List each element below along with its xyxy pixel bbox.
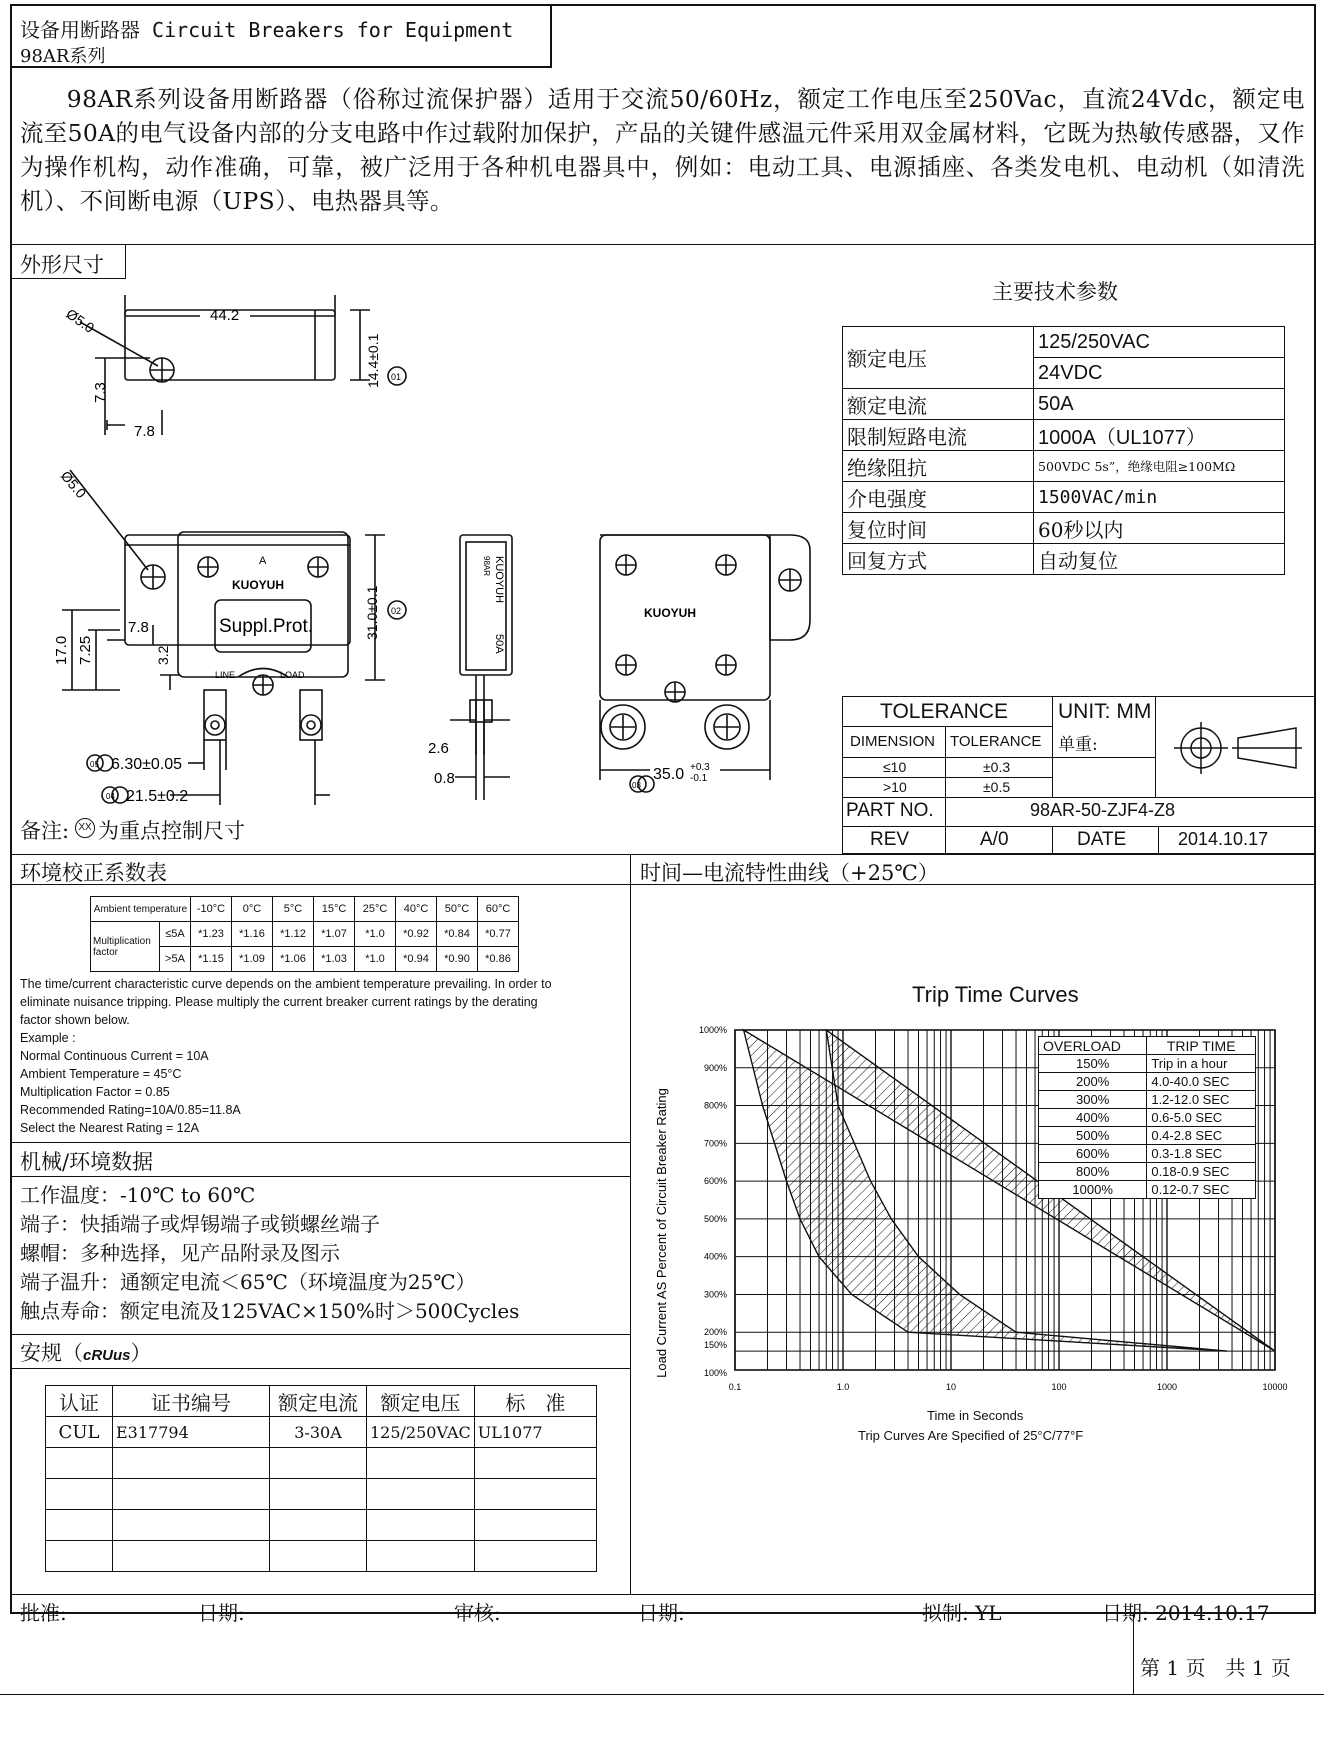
suppl-prot: Suppl.Prot. xyxy=(219,616,313,637)
spec-value-reset-mode: 自动复位 xyxy=(1034,544,1285,575)
env-mult-label: Multiplication factor xyxy=(91,922,160,972)
y-tick-label: 700% xyxy=(703,1138,727,1149)
dim-35: 35.0 xyxy=(653,766,685,783)
tb-rev: A/0 xyxy=(980,829,1009,850)
trip-h0: OVERLOAD xyxy=(1039,1037,1147,1055)
footer-date2: 日期: xyxy=(638,1601,685,1625)
x-tick-label: 1000 xyxy=(1156,1382,1178,1392)
safety-title-text: 安规（ xyxy=(20,1341,83,1365)
env-row1-label: ≤5A xyxy=(160,922,191,947)
env-table xyxy=(90,896,519,972)
env-temp-2: 5°C xyxy=(273,897,314,922)
safety-title-end: ） xyxy=(130,1341,152,1365)
mech-line: 工作温度：-10℃ to 60℃ xyxy=(20,1183,256,1207)
side-model: 98AR xyxy=(482,556,491,577)
tb-weight: 单重: xyxy=(1058,735,1098,755)
header-title: 设备用断路器 Circuit Breakers for Equipment xyxy=(20,18,514,42)
footer-review: 审核: xyxy=(454,1601,501,1625)
mech-line: 端子温升：通额定电流＜65℃（环境温度为25℃） xyxy=(20,1270,476,1294)
y-tick-label: 200% xyxy=(703,1327,727,1338)
x-tick-label: 10 xyxy=(945,1382,957,1392)
dim-44-2: 44.2 xyxy=(210,307,240,324)
spec-label-insulation: 绝缘阻抗 xyxy=(843,451,1034,482)
env-temp-6: 50°C xyxy=(437,897,478,922)
trip-time: 4.0-40.0 SEC xyxy=(1147,1073,1256,1091)
mech-line: 端子：快插端子或焊锡端子或锁螺丝端子 xyxy=(20,1212,380,1236)
dim-0-8: 0.8 xyxy=(434,770,455,787)
y-tick-label: 100% xyxy=(703,1368,727,1378)
env-title: 环境校正系数表 xyxy=(20,861,167,885)
safety-title xyxy=(20,1337,152,1367)
dim-2-6: 2.6 xyxy=(428,740,449,757)
column-divider xyxy=(630,854,631,1594)
trip-time: 0.3-1.8 SEC xyxy=(1147,1145,1256,1163)
env-temp-1: 0°C xyxy=(232,897,273,922)
tb-part-number: 98AR-50-ZJF4-Z8 xyxy=(1030,800,1176,820)
tb-r1a: ≤10 xyxy=(883,759,907,775)
env-temp-3: 15°C xyxy=(314,897,355,922)
trip-overload: 400% xyxy=(1039,1109,1147,1127)
dim-3-2: 3.2 xyxy=(155,645,171,665)
env-text xyxy=(20,975,630,1137)
env-r1-0: *1.23 xyxy=(191,922,232,947)
dim-14-4: 14.4±0.1 xyxy=(365,333,381,388)
env-r2-3: *1.03 xyxy=(314,947,355,972)
dim-21-5: 21.5±0.2 xyxy=(126,788,189,805)
trip-h1: TRIP TIME xyxy=(1147,1037,1256,1055)
env-r2-1: *1.09 xyxy=(232,947,273,972)
env-text-line: The time/current characteristic curve depends on the ambient temperature prevailing. In order to xyxy=(20,977,552,991)
brand-back: KUOYUH xyxy=(644,606,697,620)
tb-date: 2014.10.17 xyxy=(1178,829,1269,849)
page-box-bottom xyxy=(0,1694,1324,1695)
env-r1-5: *0.92 xyxy=(396,922,437,947)
dim-7-3: 7.3 xyxy=(92,382,109,403)
intro-divider xyxy=(10,244,1316,245)
brand-front: KUOYUH xyxy=(232,578,285,592)
env-r1-3: *1.07 xyxy=(314,922,355,947)
mech-line: 触点寿命：额定电流及125VAC×150%时＞500Cycles xyxy=(20,1299,520,1323)
env-r1-2: *1.12 xyxy=(273,922,314,947)
page-number: 第 1 页 共 1 页 xyxy=(1140,1656,1291,1680)
y-tick-label: 800% xyxy=(703,1100,727,1111)
dim-7-8-front: 7.8 xyxy=(128,619,149,636)
spec-label-reset-mode: 回复方式 xyxy=(843,544,1034,575)
cert-table xyxy=(45,1385,597,1572)
tb-unit: UNIT: MM xyxy=(1058,700,1152,723)
ul-logo: cRUus xyxy=(83,1347,131,1364)
spec-value-current: 50A xyxy=(1034,389,1285,420)
side-rating: 50A xyxy=(493,634,505,654)
dim-6-30: 6.30±0.05 xyxy=(111,756,183,773)
footer-date1: 日期: xyxy=(198,1601,245,1625)
spec-label-current: 额定电流 xyxy=(843,389,1034,420)
callout-03: 03 xyxy=(632,781,641,790)
env-r2-2: *1.06 xyxy=(273,947,314,972)
chart-title: Trip Time Curves xyxy=(912,982,1079,1007)
tb-dimension: DIMENSION xyxy=(850,733,936,750)
env-text-line: Normal Continuous Current = 10A xyxy=(20,1049,209,1063)
dim-phi5-front: Ø5.0 xyxy=(57,467,90,502)
env-temp-5: 40°C xyxy=(396,897,437,922)
dims-note-text: 为重点控制尺寸 xyxy=(98,819,245,843)
y-tick-label: 1000% xyxy=(698,1025,727,1035)
projection-symbol xyxy=(1156,700,1316,796)
tb-date-label: DATE xyxy=(1077,829,1127,850)
page-box-left xyxy=(1133,1614,1134,1694)
env-r2-5: *0.94 xyxy=(396,947,437,972)
trip-overload: 150% xyxy=(1039,1055,1147,1073)
tb-r1b: ±0.3 xyxy=(983,759,1011,775)
dim-35-tol-dn: -0.1 xyxy=(690,773,708,784)
env-r1-7: *0.77 xyxy=(478,922,519,947)
cert-h2: 额定电流 xyxy=(270,1386,367,1417)
tb-rev-label: REV xyxy=(870,829,910,850)
env-r1-1: *1.16 xyxy=(232,922,273,947)
env-text-line: Select the Nearest Rating = 12A xyxy=(20,1121,199,1135)
y-tick-label: 900% xyxy=(703,1062,727,1073)
env-text-line: Ambient Temperature = 45°C xyxy=(20,1067,182,1081)
tb-part-label: PART NO. xyxy=(846,800,934,821)
spec-value-voltage-ac: 125/250VAC xyxy=(1034,327,1285,358)
intro-paragraph: 98AR系列设备用断路器（俗称过流保护器）适用于交流50/60Hz，额定工作电压至250Vac，直流24Vdc，额定电流至50A的电气设备内部的分支电路中作过载附加保护，产品的关键件感温元件采用双金属材料，它既为热敏传感器，又作为操作机构，动作准确，可靠，被广泛用于各种机电器具中，例如：电动工具、电源插座、各类发电机、电动机（如清洗机）、不间断电源（UPS）、电热器具等。 xyxy=(20,85,1305,215)
label-line: LINE xyxy=(215,670,236,680)
trip-overload: 1000% xyxy=(1039,1181,1147,1199)
chart-note: Trip Curves Are Specified of 25°C/77°F xyxy=(858,1428,1084,1443)
x-tick-label: 0.1 xyxy=(728,1382,742,1392)
footer-approve: 批准: xyxy=(20,1601,67,1625)
cert-cell: 3-30A xyxy=(270,1417,367,1448)
spec-label-dielectric: 介电强度 xyxy=(843,482,1034,513)
dim-17: 17.0 xyxy=(53,635,70,665)
env-r1-6: *0.84 xyxy=(437,922,478,947)
cert-h4: 标 准 xyxy=(474,1386,596,1417)
y-tick-label: 150% xyxy=(703,1340,727,1351)
tb-r2a: >10 xyxy=(883,779,907,795)
dims-note-mark: XX xyxy=(75,818,95,838)
y-tick-label: 300% xyxy=(703,1289,727,1300)
dims-label: 外形尺寸 xyxy=(20,253,104,277)
cert-h1: 证书编号 xyxy=(113,1386,270,1417)
env-text-line: Example : xyxy=(20,1031,76,1045)
y-tick-label: 400% xyxy=(703,1251,727,1262)
label-load: LOAD xyxy=(280,670,305,680)
header-series: 98AR系列 xyxy=(20,46,106,67)
env-r2-6: *0.90 xyxy=(437,947,478,972)
dim-31: 31.0±0.1 xyxy=(364,585,380,640)
dim-phi5-top: Ø5.0 xyxy=(63,305,98,336)
tb-tolerance: TOLERANCE xyxy=(880,700,1008,723)
env-text-line: eliminate nuisance tripping. Please multiply the current breaker current ratings by the derating xyxy=(20,995,538,1009)
label-a: A xyxy=(259,555,267,567)
cert-cell: CUL xyxy=(46,1417,113,1448)
callout-02: 02 xyxy=(391,606,402,616)
callout-05: 05 xyxy=(90,760,99,769)
spec-value-insulation: 500VDC 5s”，绝缘电阻≥100MΩ xyxy=(1034,451,1285,482)
dimension-drawing xyxy=(10,280,840,850)
chart-xlabel: Time in Seconds xyxy=(927,1408,1024,1423)
trip-overload: 300% xyxy=(1039,1091,1147,1109)
cert-cell: 125/250VAC xyxy=(367,1417,475,1448)
x-tick-label: 10000 xyxy=(1262,1382,1288,1392)
env-text-line: Multiplication Factor = 0.85 xyxy=(20,1085,170,1099)
trip-overload: 800% xyxy=(1039,1163,1147,1181)
dim-7-25: 7.25 xyxy=(77,635,94,665)
trip-time: 0.6-5.0 SEC xyxy=(1147,1109,1256,1127)
trip-overload: 600% xyxy=(1039,1145,1147,1163)
env-r1-4: *1.0 xyxy=(355,922,396,947)
env-temp-7: 60°C xyxy=(478,897,519,922)
trip-time: 0.4-2.8 SEC xyxy=(1147,1127,1256,1145)
y-tick-label: 600% xyxy=(703,1176,727,1187)
mech-lines xyxy=(20,1181,519,1326)
env-temp-0: -10°C xyxy=(191,897,232,922)
tb-tolerance-col: TOLERANCE xyxy=(950,733,1042,750)
trip-overload: 200% xyxy=(1039,1073,1147,1091)
spec-label-reset-time: 复位时间 xyxy=(843,513,1034,544)
chart-ylabel: Load Current AS Percent of Circuit Breaker Rating xyxy=(654,1088,669,1378)
spec-value-reset-time: 60秒以内 xyxy=(1034,513,1285,544)
mech-line: 螺帽：多种选择，见产品附录及图示 xyxy=(20,1241,340,1265)
spec-label-shortcircuit: 限制短路电流 xyxy=(843,420,1034,451)
trip-time: 0.18-0.9 SEC xyxy=(1147,1163,1256,1181)
trip-time: 1.2-12.0 SEC xyxy=(1147,1091,1256,1109)
middle-divider xyxy=(10,854,1316,855)
dim-7-8-top: 7.8 xyxy=(134,423,155,440)
spec-value-dielectric: 1500VAC/min xyxy=(1034,482,1285,513)
footer-divider xyxy=(10,1594,1316,1595)
footer-date3: 日期: 2014.10.17 xyxy=(1102,1601,1270,1625)
mech-title: 机械/环境数据 xyxy=(20,1150,154,1174)
cert-cell: UL1077 xyxy=(474,1417,596,1448)
trip-time-table xyxy=(1038,1036,1256,1199)
spec-value-shortcircuit: 1000A（UL1077） xyxy=(1034,420,1285,451)
curve-section-title: 时间—电流特性曲线（+25℃） xyxy=(640,861,939,885)
spec-value-voltage-dc: 24VDC xyxy=(1034,358,1285,389)
cert-h0: 认证 xyxy=(46,1386,113,1417)
specs-title: 主要技术参数 xyxy=(992,280,1118,304)
callout-04: 04 xyxy=(106,792,115,801)
env-text-line: factor shown below. xyxy=(20,1013,130,1027)
cert-h3: 额定电压 xyxy=(367,1386,475,1417)
spec-label-voltage: 额定电压 xyxy=(843,327,1034,389)
dims-note-prefix: 备注: xyxy=(20,819,70,843)
trip-time: 0.12-0.7 SEC xyxy=(1147,1181,1256,1199)
env-r2-7: *0.86 xyxy=(478,947,519,972)
cert-cell: E317794 xyxy=(113,1417,270,1448)
trip-time: Trip in a hour xyxy=(1147,1055,1256,1073)
dim-35-tol-up: +0.3 xyxy=(690,762,710,773)
env-text-line: Recommended Rating=10A/0.85=11.8A xyxy=(20,1103,241,1117)
x-tick-label: 1.0 xyxy=(836,1382,850,1392)
callout-01: 01 xyxy=(391,372,402,382)
env-amb-label: Ambient temperature xyxy=(91,897,191,922)
trip-overload: 500% xyxy=(1039,1127,1147,1145)
tb-r2b: ±0.5 xyxy=(983,779,1011,795)
x-tick-label: 100 xyxy=(1051,1382,1067,1392)
side-brand: KUOYUH xyxy=(493,556,505,604)
specs-table xyxy=(842,326,1285,575)
y-tick-label: 500% xyxy=(703,1213,727,1224)
env-r2-0: *1.15 xyxy=(191,947,232,972)
env-r2-4: *1.0 xyxy=(355,947,396,972)
env-row2-label: >5A xyxy=(160,947,191,972)
env-temp-4: 25°C xyxy=(355,897,396,922)
footer-draft: 拟制: YL xyxy=(922,1601,1002,1625)
